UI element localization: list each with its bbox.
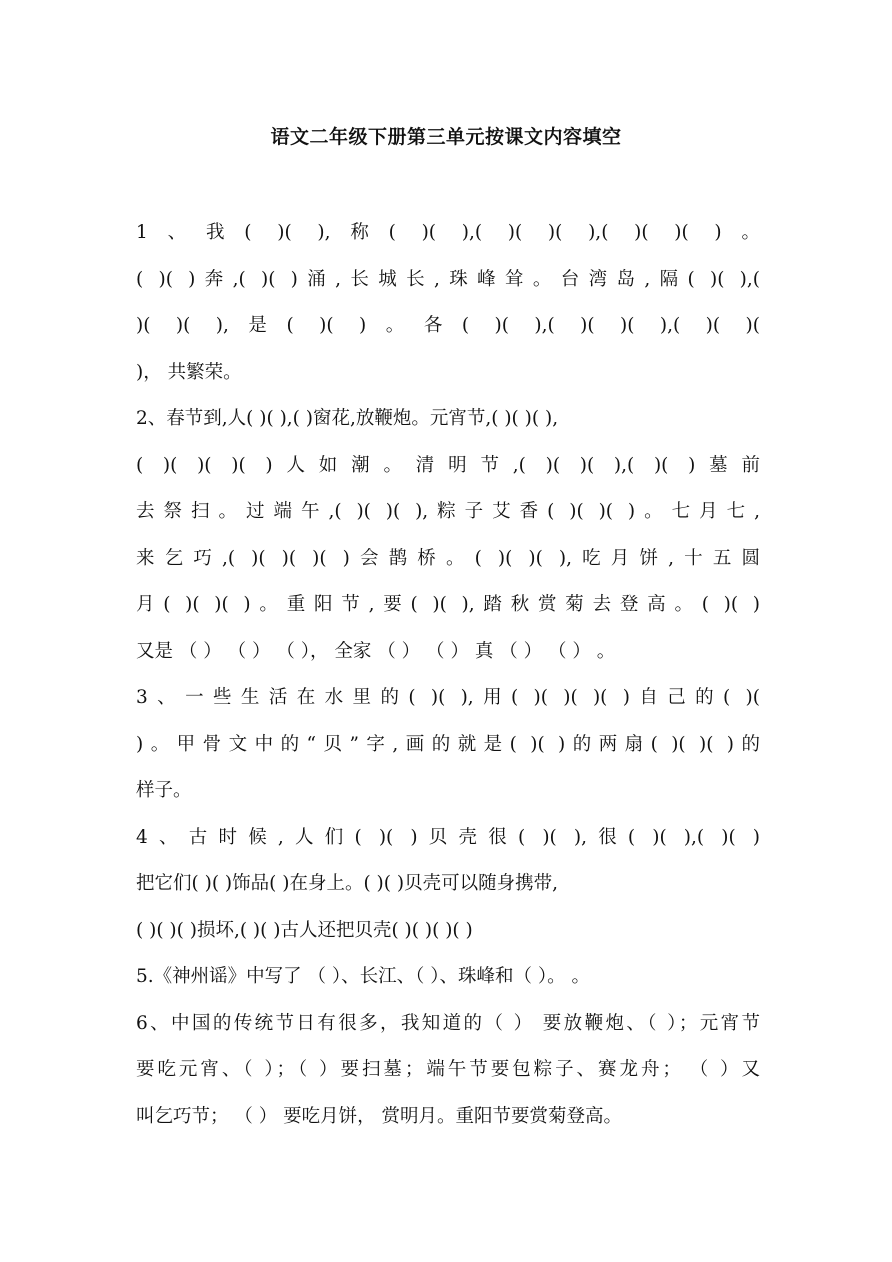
text-line-13: 样子。: [136, 780, 192, 801]
text-line-18: 6、中国的传统节日有很多，我知道的（ ） 要放鞭炮、（ ）；元宵节: [136, 1012, 760, 1034]
text-line-9: 月( )( )( )。重阳节,要( )( ),踏秋赏菊去登高。( )( ): [136, 594, 760, 615]
text-line-10: 又是 （ ） （ ） （ ）， 全家 （ ） （ ） 真 （ ） （ ） 。: [136, 640, 616, 662]
text-line-6: ( )( )( )( )人如潮。清明节,( )( )( ),( )( )墓前: [136, 454, 760, 476]
text-line-14: 4、古时候,人们( )( )贝壳很( )( ),很( )( ),( )( ): [136, 826, 760, 848]
text-line-3: )( )( ),是( )( )。各( )( ),( )( )( ),( )( )(: [136, 315, 760, 336]
text-line-2: ( )( )奔,( )( )涌,长城长,珠峰耸。台湾岛,隔( )( ),(: [136, 268, 760, 290]
text-line-12: )。甲骨文中的“贝”字,画的就是( )( )的两扇( )( )( )的: [136, 733, 760, 755]
text-line-8: 来乞巧,( )( )( )( )会鹊桥。( )( )( ),吃月饼,十五圆: [136, 547, 760, 569]
text-line-16: ( )( )( )损坏,( )( )古人还把贝壳( )( )( )( ): [136, 919, 473, 941]
text-line-19: 要吃元宵、（ ）；（ ）要扫墓；端午节要包粽子、赛龙舟； （ ）又: [136, 1059, 760, 1080]
text-line-7: 去祭扫。过端午,( )( )( ),粽子艾香( )( )( )。七月七,: [136, 501, 760, 522]
page-title: 语文二年级下册第三单元按课文内容填空: [270, 126, 622, 148]
text-line-4: )， 共繁荣。: [136, 361, 242, 383]
text-line-17: 5.《神州谣》中写了 （ ）、长江、（ ）、珠峰和（ ）。 。: [136, 966, 591, 987]
text-line-1: 1、我( )( ),称( )( ),( )( )( ),( )( )( )。: [136, 222, 760, 243]
text-line-15: 把它们( )( )饰品( )在身上。( )( )贝壳可以随身携带,: [136, 873, 558, 894]
question-body: [136, 210, 760, 1140]
text-line-11: 3、一些生活在水里的( )( ),用( )( )( )( )自己的( )(: [136, 687, 760, 708]
text-line-20: 叫乞巧节； （ ） 要吃月饼， 赏明月。重阳节要赏菊登高。: [136, 1105, 623, 1127]
text-line-5: 2、春节到,人( )( ),( )窗花,放鞭炮。元宵节,( )( )( ),: [136, 408, 559, 429]
